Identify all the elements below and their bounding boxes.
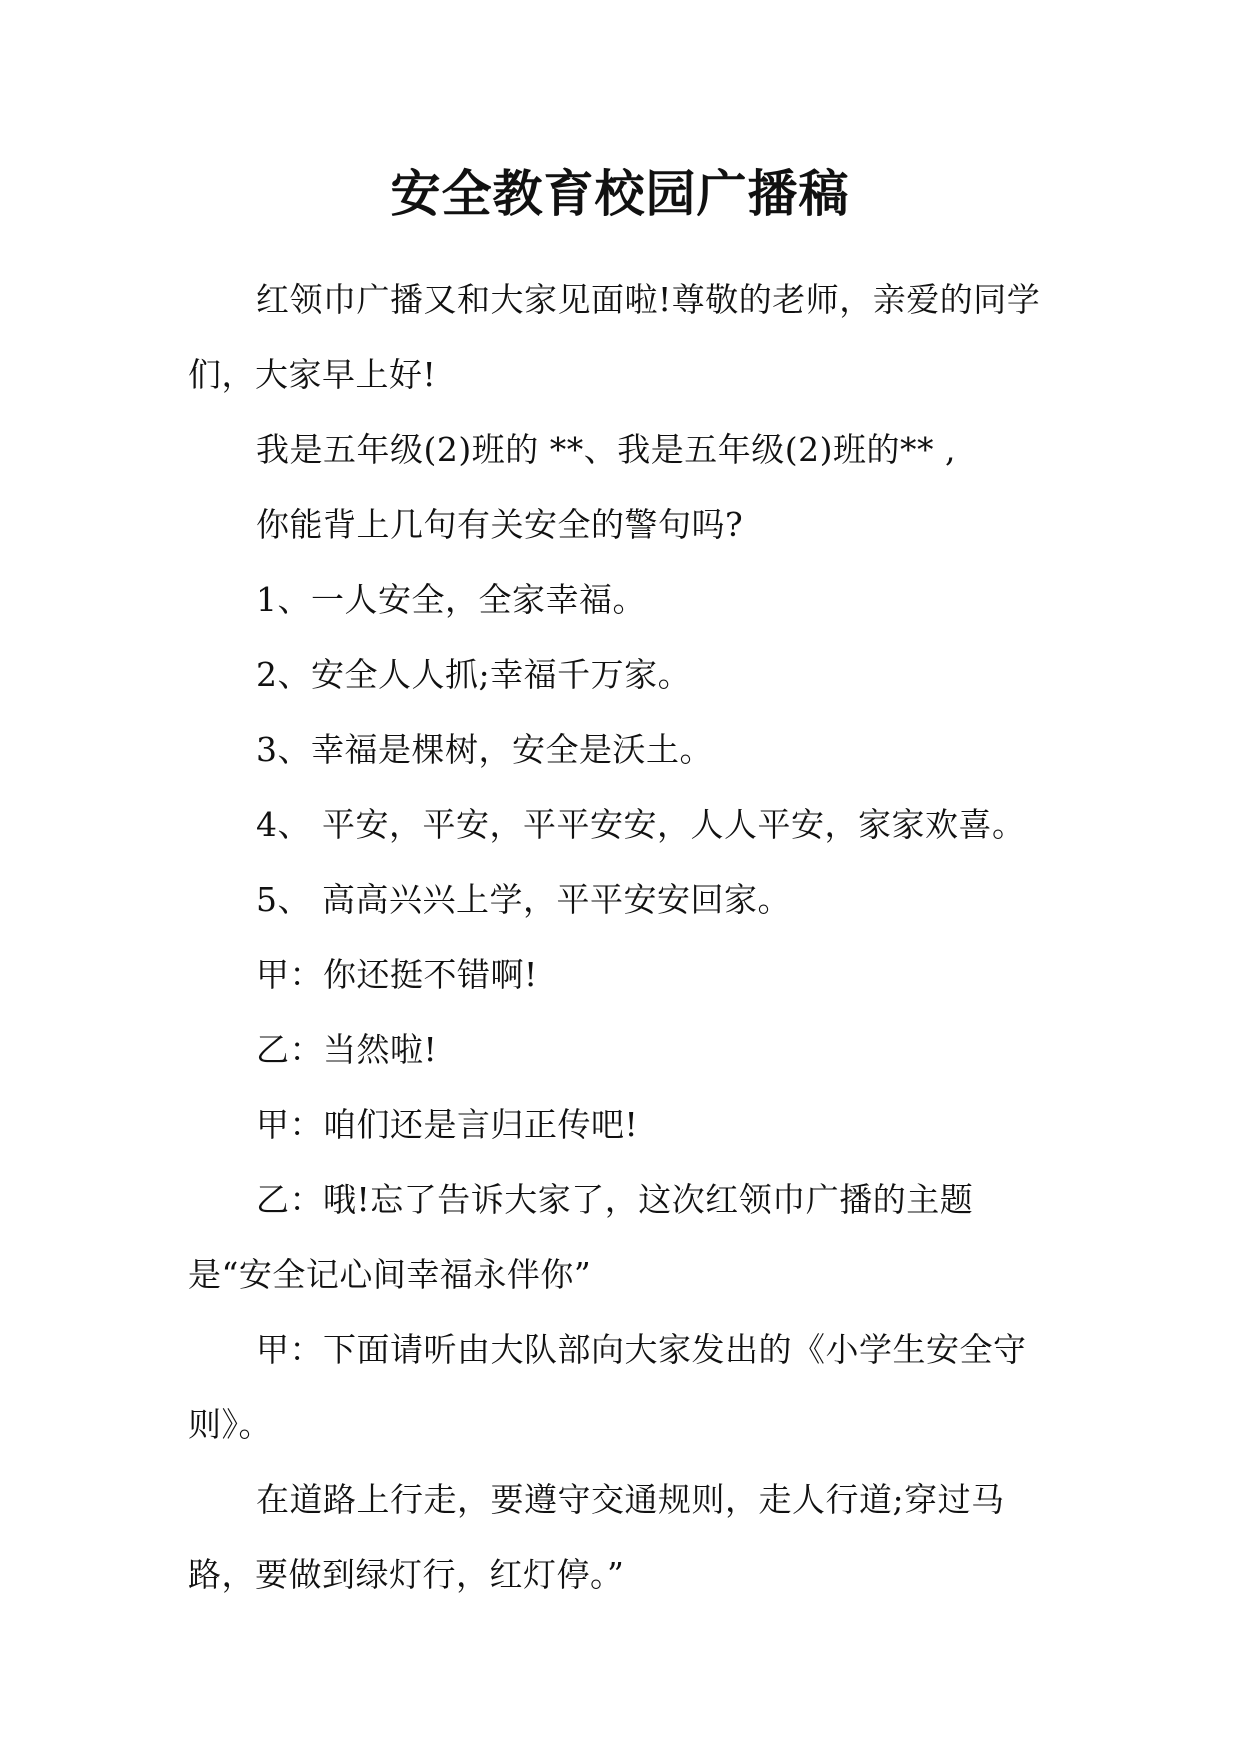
paragraph-question: 你能背上几句有关安全的警句吗? [256,505,744,544]
dialogue-line-yi-1: 乙：当然啦! [256,1030,438,1069]
dialogue-line-yi-2: 乙：哦!忘了告诉大家了，这次红领巾广播的主题是“安全记心间幸福永伴你” [188,1180,974,1294]
paragraph-greeting: 红领巾广播又和大家见面啦!尊敬的老师，亲爱的同学们，大家早上好! [188,280,1041,394]
dialogue-line-jia-1: 甲：你还挺不错啊! [256,955,538,994]
slogan-4: 4、 平安，平安，平平安安，人人平安，家家欢喜。 [256,805,1026,844]
document-title: 安全教育校园广播稿 [390,165,850,223]
slogan-3: 3、幸福是棵树，安全是沃土。 [256,730,713,769]
document-body [188,262,1048,1612]
paragraph-traffic-rules: 在道路上行走，要遵守交通规则，走人行道;穿过马路，要做到绿灯行，红灯停。” [188,1480,1005,1594]
slogan-1: 1、一人安全，全家幸福。 [256,580,646,619]
slogan-2: 2、安全人人抓;幸福千万家。 [256,655,692,694]
dialogue-line-jia-2: 甲：咱们还是言归正传吧! [256,1105,639,1144]
dialogue-line-jia-3: 甲：下面请听由大队部向大家发出的《小学生安全守则》。 [188,1330,1027,1444]
slogan-5: 5、 高高兴兴上学，平平安安回家。 [256,880,791,919]
paragraph-introduction: 我是五年级(2)班的 **、我是五年级(2)班的** , [256,430,956,469]
